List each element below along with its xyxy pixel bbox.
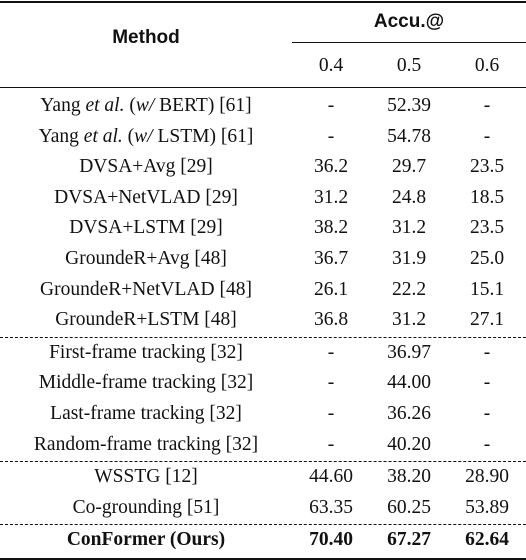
accuracy-value: 70.40 — [309, 529, 353, 551]
accuracy-value: 38.20 — [387, 466, 431, 488]
accuracy-value: - — [327, 433, 335, 455]
method-name-part: BERT) [61] — [154, 95, 252, 116]
method-name-part: ( — [122, 125, 135, 147]
accuracy-value: 22.2 — [391, 278, 427, 300]
method-name: Middle-frame tracking [32] — [38, 372, 254, 394]
method-name-part: w/ — [134, 125, 153, 147]
accuracy-value: - — [483, 372, 491, 394]
method-name — [0, 91, 292, 121]
threshold-header: 0.6 — [474, 55, 500, 76]
method-name: ConFormer (Ours) — [66, 529, 226, 551]
accuracy-value: - — [483, 433, 491, 455]
accuracy-value: 31.2 — [391, 309, 427, 331]
method-name — [0, 122, 292, 152]
accuracy-value: 36.26 — [387, 403, 431, 424]
method-name: GroundeR+LSTM [48] — [55, 309, 237, 331]
accuracy-value: - — [483, 341, 491, 363]
accuracy-value: 53.89 — [465, 496, 509, 518]
method-name-part: Yang — [40, 95, 86, 116]
method-name: Random-frame tracking [32] — [33, 433, 259, 455]
accuracy-value: 63.35 — [309, 496, 353, 518]
method-name-part: et al. — [85, 95, 125, 116]
method-name: GroundeR+Avg [48] — [65, 248, 227, 269]
accuracy-value: - — [327, 125, 335, 147]
accuracy-value: 44.60 — [309, 466, 353, 488]
accuracy-header: Accu.@ — [373, 11, 445, 32]
accuracy-value: - — [483, 403, 491, 424]
accuracy-value: 36.97 — [387, 341, 431, 363]
accuracy-value: 26.1 — [313, 278, 349, 300]
bottom-rule — [0, 558, 526, 560]
top-rule — [0, 1, 526, 3]
method-name: GroundeR+NetVLAD [48] — [40, 278, 252, 300]
accuracy-value: 40.20 — [387, 433, 431, 455]
accuracy-value: 60.25 — [387, 496, 431, 518]
accuracy-value: - — [483, 95, 491, 116]
accuracy-value: 18.5 — [469, 186, 505, 208]
accuracy-value: 36.7 — [313, 248, 349, 269]
method-name: DVSA+LSTM [29] — [69, 217, 223, 239]
accuracy-value: 36.2 — [313, 156, 349, 178]
method-header: Method — [112, 27, 180, 48]
method-name: First-frame tracking [32] — [49, 341, 243, 363]
header-rule — [0, 87, 526, 88]
accuracy-value: - — [327, 403, 335, 424]
accuracy-value: 31.2 — [313, 186, 349, 208]
accuracy-subrule — [292, 42, 526, 43]
method-name-part: LSTM) [61] — [152, 125, 254, 147]
accuracy-value: 15.1 — [469, 278, 505, 300]
method-name: Co-grounding [51] — [72, 496, 220, 518]
method-name: Last-frame tracking [32] — [50, 403, 242, 424]
method-name: DVSA+Avg [29] — [79, 156, 213, 178]
method-name-part: et al. — [83, 125, 123, 147]
accuracy-value: 24.8 — [391, 186, 427, 208]
accuracy-value: - — [483, 125, 491, 147]
threshold-header: 0.4 — [318, 55, 344, 76]
accuracy-value: 54.78 — [387, 125, 431, 147]
method-name-part: ( — [124, 95, 136, 116]
accuracy-value: 62.64 — [465, 529, 509, 551]
accuracy-value: 23.5 — [469, 156, 505, 178]
accuracy-value: 29.7 — [391, 156, 427, 178]
method-name: DVSA+NetVLAD [29] — [54, 186, 238, 208]
accuracy-value: 27.1 — [469, 309, 505, 331]
accuracy-value: 52.39 — [387, 95, 431, 116]
accuracy-value: 23.5 — [469, 217, 505, 239]
method-name-part: Yang — [38, 125, 84, 147]
accuracy-value: 36.8 — [313, 309, 349, 331]
accuracy-value: - — [327, 372, 335, 394]
accuracy-value: 31.2 — [391, 217, 427, 239]
accuracy-value: 28.90 — [465, 466, 509, 488]
accuracy-value: 38.2 — [313, 217, 349, 239]
threshold-header: 0.5 — [396, 55, 422, 76]
accuracy-value: - — [327, 341, 335, 363]
accuracy-value: 25.0 — [469, 248, 505, 269]
accuracy-value: 67.27 — [387, 529, 431, 551]
accuracy-value: 31.9 — [391, 248, 427, 269]
accuracy-value: 44.00 — [387, 372, 431, 394]
accuracy-value: - — [327, 95, 335, 116]
method-name: WSSTG [12] — [94, 466, 198, 488]
method-name-part: w/ — [135, 95, 155, 116]
